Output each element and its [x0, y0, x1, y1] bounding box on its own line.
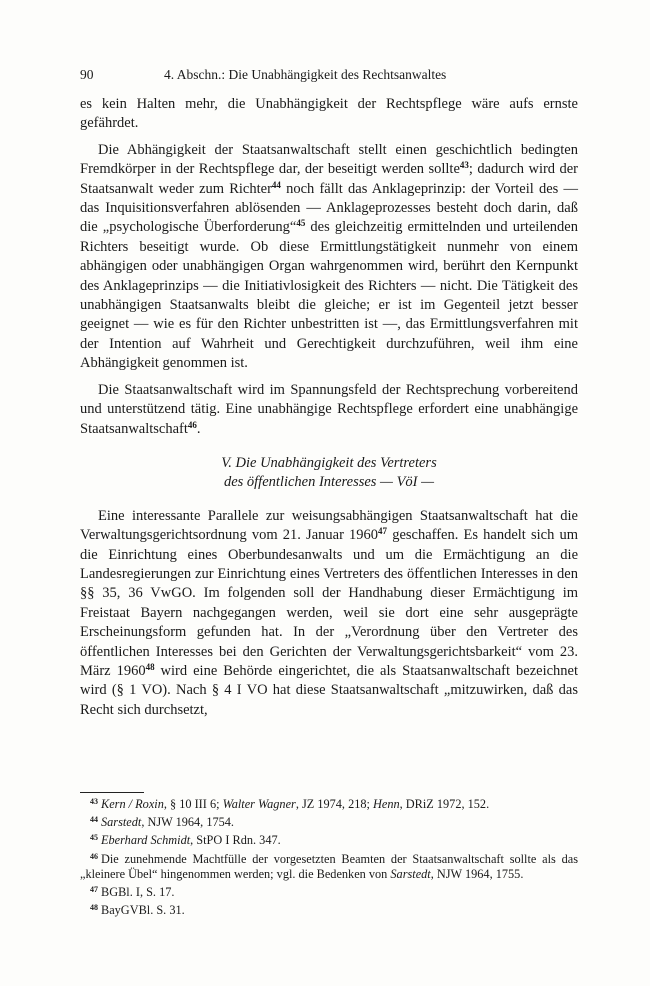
- paragraph-continuation: es kein Halten mehr, die Unabhängigkeit der Rechtspflege wäre aufs ernste gefährdet.: [80, 96, 578, 132]
- footnote-text: Die zunehmende Machtfülle der vorgesetzten Beamten der Staatsanwaltschaft sollte als das „kleinere Übel“ hingenommen werden; vgl. die Bedenken von: [80, 851, 578, 881]
- footnote-48: [80, 903, 578, 918]
- footnote-text: , § 10 III 6;: [163, 797, 223, 811]
- section-heading-line: V. Die Unabhängigkeit des Vertreters: [221, 454, 437, 471]
- footnote-43: [80, 797, 578, 812]
- text-segment: wird eine Behörde eingerichtet, die als Staatsanwaltschaft bezeichnet wird (§ 1 VO). Nach § 4 I VO hat diese Staatsanwaltschaft „mitzuwirken, daß das Recht sich durchsetzt,: [80, 662, 578, 718]
- page-number: 90: [80, 67, 94, 82]
- footnote-text: , NJW 1964, 1754.: [141, 815, 234, 830]
- paragraph-parallele: [80, 507, 578, 720]
- footnote-ref-46: 46: [187, 419, 197, 430]
- paragraph-abhaengigkeit: [80, 141, 578, 374]
- footnote-author: Henn: [373, 797, 400, 811]
- footnotes: [80, 797, 578, 921]
- footnote-author: Eberhard Schmidt: [101, 833, 191, 848]
- footnote-text: BGBl. I, S. 17.: [101, 885, 175, 900]
- footnote-number: 47: [90, 885, 98, 895]
- footnote-divider: [80, 792, 144, 793]
- footnote-47: [80, 885, 578, 900]
- footnote-ref-44: 44: [271, 179, 281, 190]
- footnote-number: 44: [90, 815, 98, 825]
- footnote-ref-47: 47: [378, 526, 388, 537]
- text-segment: des gleichzeitig ermittelnden und urteilenden Richters beseitigt wurde. Ob diese Ermittlungstätigkeit nunmehr von einem abhängigen oder unabhängigen Organ wahrgenommen wird, berührt den Kernpunkt des Anklageprinzips — die Initiativlosigkeit des Richters — nicht. Die Tätigkeit des unabhängigen Staatsanwalts bleibt die gleiche; er ist im Gegenteil jetzt besser geeignet — wie es für den Richter unbestritten ist —, das Ermittlungsverfahren mit der Intention auf Wahrheit und Gerechtigkeit durchzuführen, weil ihm eine Abhängigkeit genommen ist.: [80, 219, 578, 372]
- text-segment: .: [196, 420, 201, 437]
- footnote-44: [80, 815, 578, 830]
- section-heading: [80, 454, 578, 493]
- footnote-number: 45: [90, 833, 98, 843]
- text-segment: Die Abhängigkeit der Staatsanwaltschaft stellt einen geschichtlich bedingten Fremdkörper in der Rechtspflege dar, der beseitigt werden sollte: [80, 141, 578, 178]
- text-segment: noch fällt das Anklageprinzip: der Vorteil des — das Inquisitionsverfahren ablösenden — Anklageprozesses besteht doch darin, daß die „psychologische Überforderung“: [80, 180, 578, 236]
- section-heading-line: des öffentlichen Interesses — VöI —: [223, 474, 435, 491]
- footnote-text: , NJW 1964, 1755.: [430, 866, 524, 881]
- text-segment: Eine interessante Parallele zur weisungsabhängigen Staatsanwaltschaft hat die Verwaltungsgerichtsordnung vom 21. Januar 1960: [80, 507, 578, 544]
- footnote-text: , StPO I Rdn. 347.: [190, 833, 281, 848]
- footnote-number: 43: [90, 797, 98, 806]
- footnote-author: Kern / Roxin: [101, 797, 164, 811]
- footnote-text: BayGVBl. S. 31.: [101, 903, 185, 918]
- text-segment: geschaffen. Es handelt sich um die Einrichtung eines Oberbundesanwalts und um die Ermächtigung an die Landesregierungen zur Einrichtung eines Vertreters des öffentlichen Interesses in den §§ 35, 36 VwGO. Im folgenden soll der Handhabung dieser Ermächtigung im Freistaat Bayern nachgegangen werden, weil sie dort eine sehr ausgeprägte Erscheinungsform gefunden hat. In der „Verordnung über den Vertreter des öffentlichen Interesses bei den Gerichten der Verwaltungsgerichtsbarkeit“ vom 23. März 1960: [80, 527, 578, 679]
- footnote-text: , DRiZ 1972, 152.: [399, 797, 490, 811]
- footnote-number: 48: [90, 903, 98, 913]
- text-segment: ; dadurch wird der Staatsanwalt weder zum Richter: [80, 161, 578, 197]
- footnote-ref-43: 43: [459, 160, 469, 171]
- body-text: [80, 95, 578, 727]
- footnote-ref-48: 48: [145, 661, 155, 672]
- footnote-author: Sarstedt: [101, 815, 142, 830]
- footnote-text: , JZ 1974, 218;: [295, 797, 374, 811]
- footnote-author: Walter Wagner: [222, 797, 296, 811]
- footnote-45: [80, 833, 578, 848]
- footnote-46: [80, 852, 578, 882]
- footnote-author: Sarstedt: [390, 866, 431, 881]
- footnote-ref-45: 45: [296, 218, 306, 229]
- text-segment: Die Staatsanwaltschaft wird im Spannungsfeld der Rechtsprechung vorbereitend und unterstützend tätig. Eine unabhängige Rechtspflege erfordert eine unabhängige Staatsanwaltschaft: [80, 381, 578, 437]
- running-title: 4. Abschn.: Die Unabhängigkeit des Rechtsanwaltes: [164, 67, 447, 82]
- footnote-number: 46: [90, 851, 98, 861]
- paragraph-spannungsfeld: [80, 381, 578, 439]
